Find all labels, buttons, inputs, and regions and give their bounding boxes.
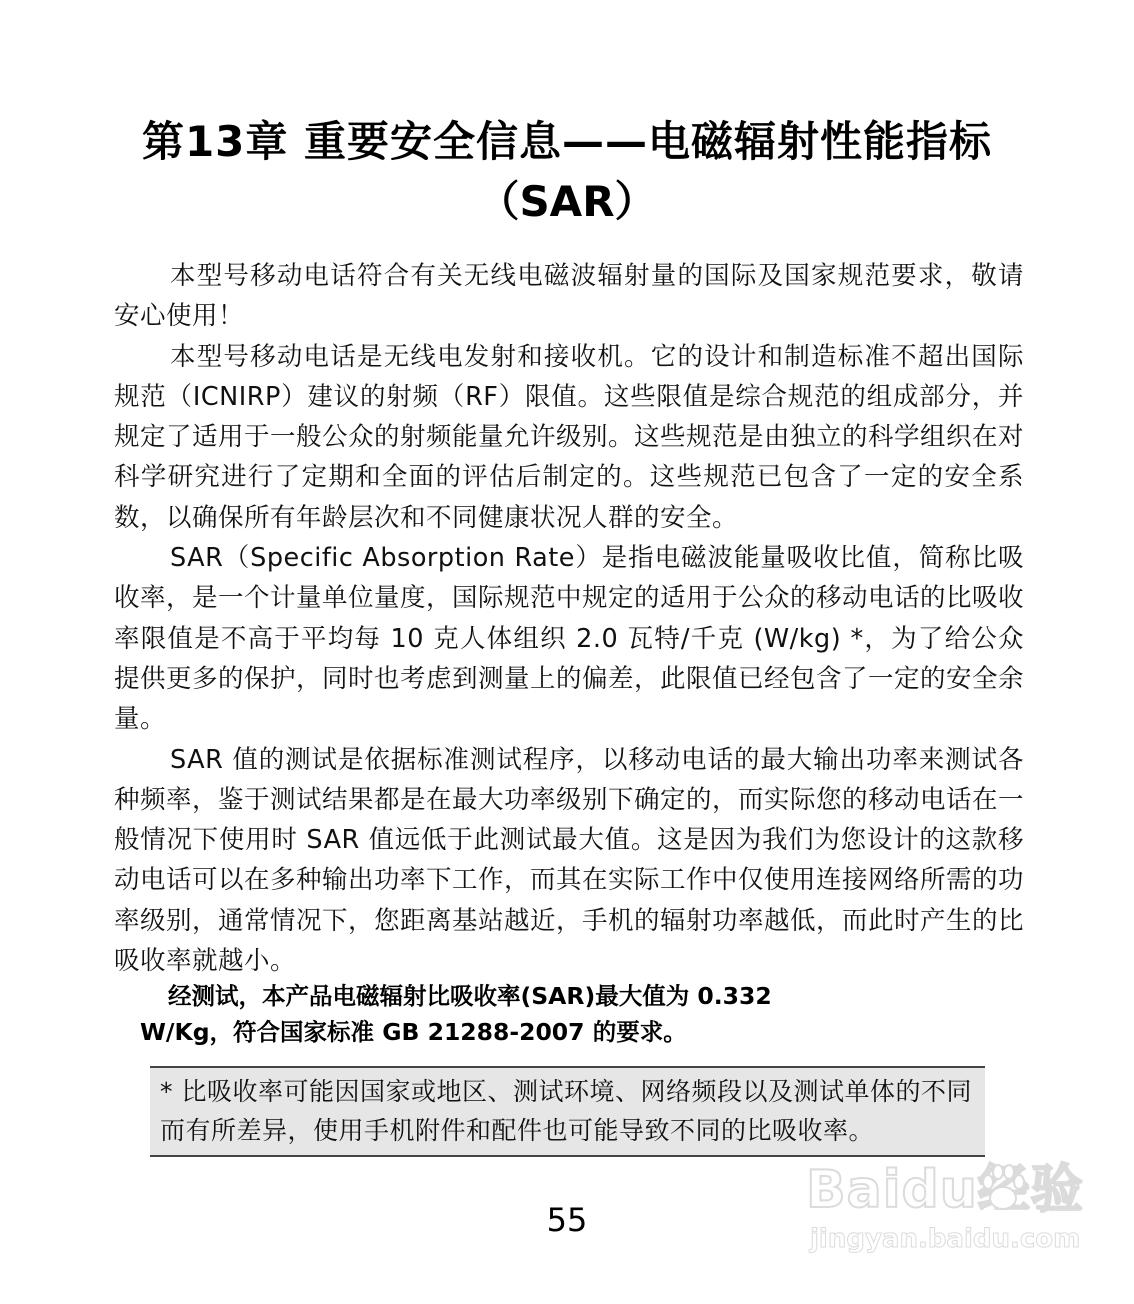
paragraph-icnirp: 本型号移动电话是无线电发射和接收机。它的设计和制造标准不超出国际规范（ICNIRP）建议的射频（RF）限值。这些限值是综合规范的组成部分，并规定了适用于一般公众的射频能量允许级别。这些规范是由独立的科学组织在对科学研究进行了定期和全面的评估后制定的。这些规范已包含了一定的安全系数，以确保所有年龄层次和不同健康状况人群的安全。 (114, 341, 1025, 533)
chapter-title: 第13章 重要安全信息——电磁辐射性能指标 (141, 117, 993, 166)
sar-test-result-line2: W/Kg，符合国家标准 GB 21288-2007 的要求。 (140, 1018, 687, 1046)
paragraph-sar-testing: SAR 值的测试是依据标准测试程序，以移动电话的最大输出功率来测试各种频率，鉴于测试结果都是在最大功率级别下确定的，而实际您的移动电话在一般情况下使用时 SAR 值远低于此测试最大值。这是因为我们为您设计的这款移动电话可以在多种输出功率下工作，而其在实际工作中仅使用连接网络所需的功率级别，通常情况下，您距离基站越近，手机的辐射功率越低，而此时产生的比吸收率就越小。 (114, 744, 1025, 977)
footnote-box (150, 1066, 985, 1157)
sar-test-result-line1: 经测试，本产品电磁辐射比吸收率(SAR)最大值为 0.332 (168, 982, 772, 1010)
footnote-text: * 比吸收率可能因国家或地区、测试环境、网络频段以及测试单体的不同而有所差异，使用手机附件和配件也可能导致不同的比吸收率。 (160, 1077, 972, 1145)
watermark-logo: Baidu经验 (806, 1160, 1084, 1220)
page-number: 55 (546, 1201, 588, 1239)
paragraph-sar-definition: SAR（Specific Absorption Rate）是指电磁波能量吸收比值，简称比吸收率，是一个计量单位量度，国际规范中规定的适用于公众的移动电话的比吸收率限值是不高于平均每 10 克人体组织 2.0 瓦特/千克 (W/kg) *，为了给公众提供更多的保护，同时也考虑到测量上的偏差，此限值已经包含了一定的安全余量。 (114, 543, 1025, 735)
watermark-url: jingyan.baidu.com (810, 1224, 1081, 1254)
paragraph-compliance: 本型号移动电话符合有关无线电磁波辐射量的国际及国家规范要求，敬请安心使用！ (114, 261, 1024, 332)
paw-icon (978, 1162, 1028, 1216)
body-text (114, 256, 1024, 981)
chapter-title-sar: （SAR） (477, 177, 657, 226)
baidu-jingyan-watermark (800, 1160, 1084, 1280)
sar-test-result (140, 978, 1020, 1050)
